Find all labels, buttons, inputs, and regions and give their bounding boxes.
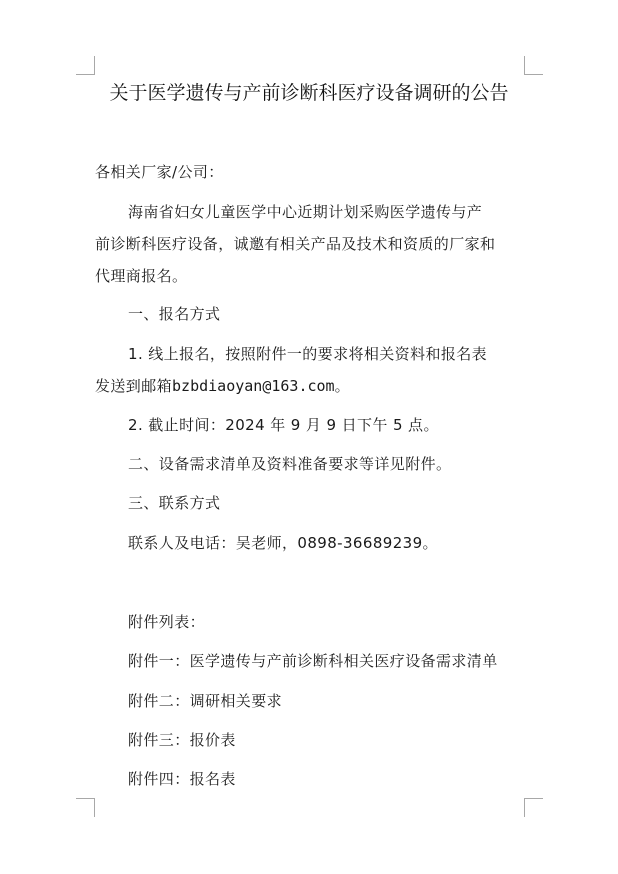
crop-mark-bottom-left — [76, 798, 95, 817]
section-3-heading: 三、联系方式 — [128, 494, 221, 512]
item-1-line-2 — [95, 375, 350, 397]
intro-paragraph-line-2: 前诊断科医疗设备，诚邀有相关产品及技术和资质的厂家和 — [95, 235, 496, 253]
item-1-line-2-prefix: 发送到邮箱 — [95, 377, 173, 395]
attachment-item: 附件一：医学遗传与产前诊断科相关医疗设备需求清单 — [128, 652, 498, 670]
item-2-deadline: 2. 截止时间：2024 年 9 月 9 日下午 5 点。 — [128, 416, 439, 434]
contact-line: 联系人及电话：吴老师，0898-36689239。 — [128, 534, 438, 552]
document-title: 关于医学遗传与产前诊断科医疗设备调研的公告 — [109, 82, 509, 104]
salutation: 各相关厂家/公司： — [95, 163, 224, 181]
crop-mark-top-left — [76, 56, 95, 75]
attachment-item: 附件四：报名表 — [128, 770, 236, 788]
attachment-item: 附件二：调研相关要求 — [128, 692, 283, 710]
crop-mark-top-right — [524, 56, 543, 75]
item-1-line-2-suffix: 。 — [334, 377, 350, 395]
section-1-heading: 一、报名方式 — [128, 305, 221, 323]
attachment-item: 附件三：报价表 — [128, 731, 236, 749]
intro-paragraph-line-1: 海南省妇女儿童医学中心近期计划采购医学遗传与产 — [128, 203, 483, 221]
attachments-heading: 附件列表： — [128, 613, 206, 631]
item-1-line-1: 1. 线上报名，按照附件一的要求将相关资料和报名表 — [128, 345, 488, 363]
section-2-heading: 二、设备需求清单及资料准备要求等详见附件。 — [128, 455, 452, 473]
crop-mark-bottom-right — [524, 798, 543, 817]
intro-paragraph-line-3: 代理商报名。 — [95, 267, 188, 285]
email-address: bzbdiaoyan@163.com — [172, 377, 335, 395]
